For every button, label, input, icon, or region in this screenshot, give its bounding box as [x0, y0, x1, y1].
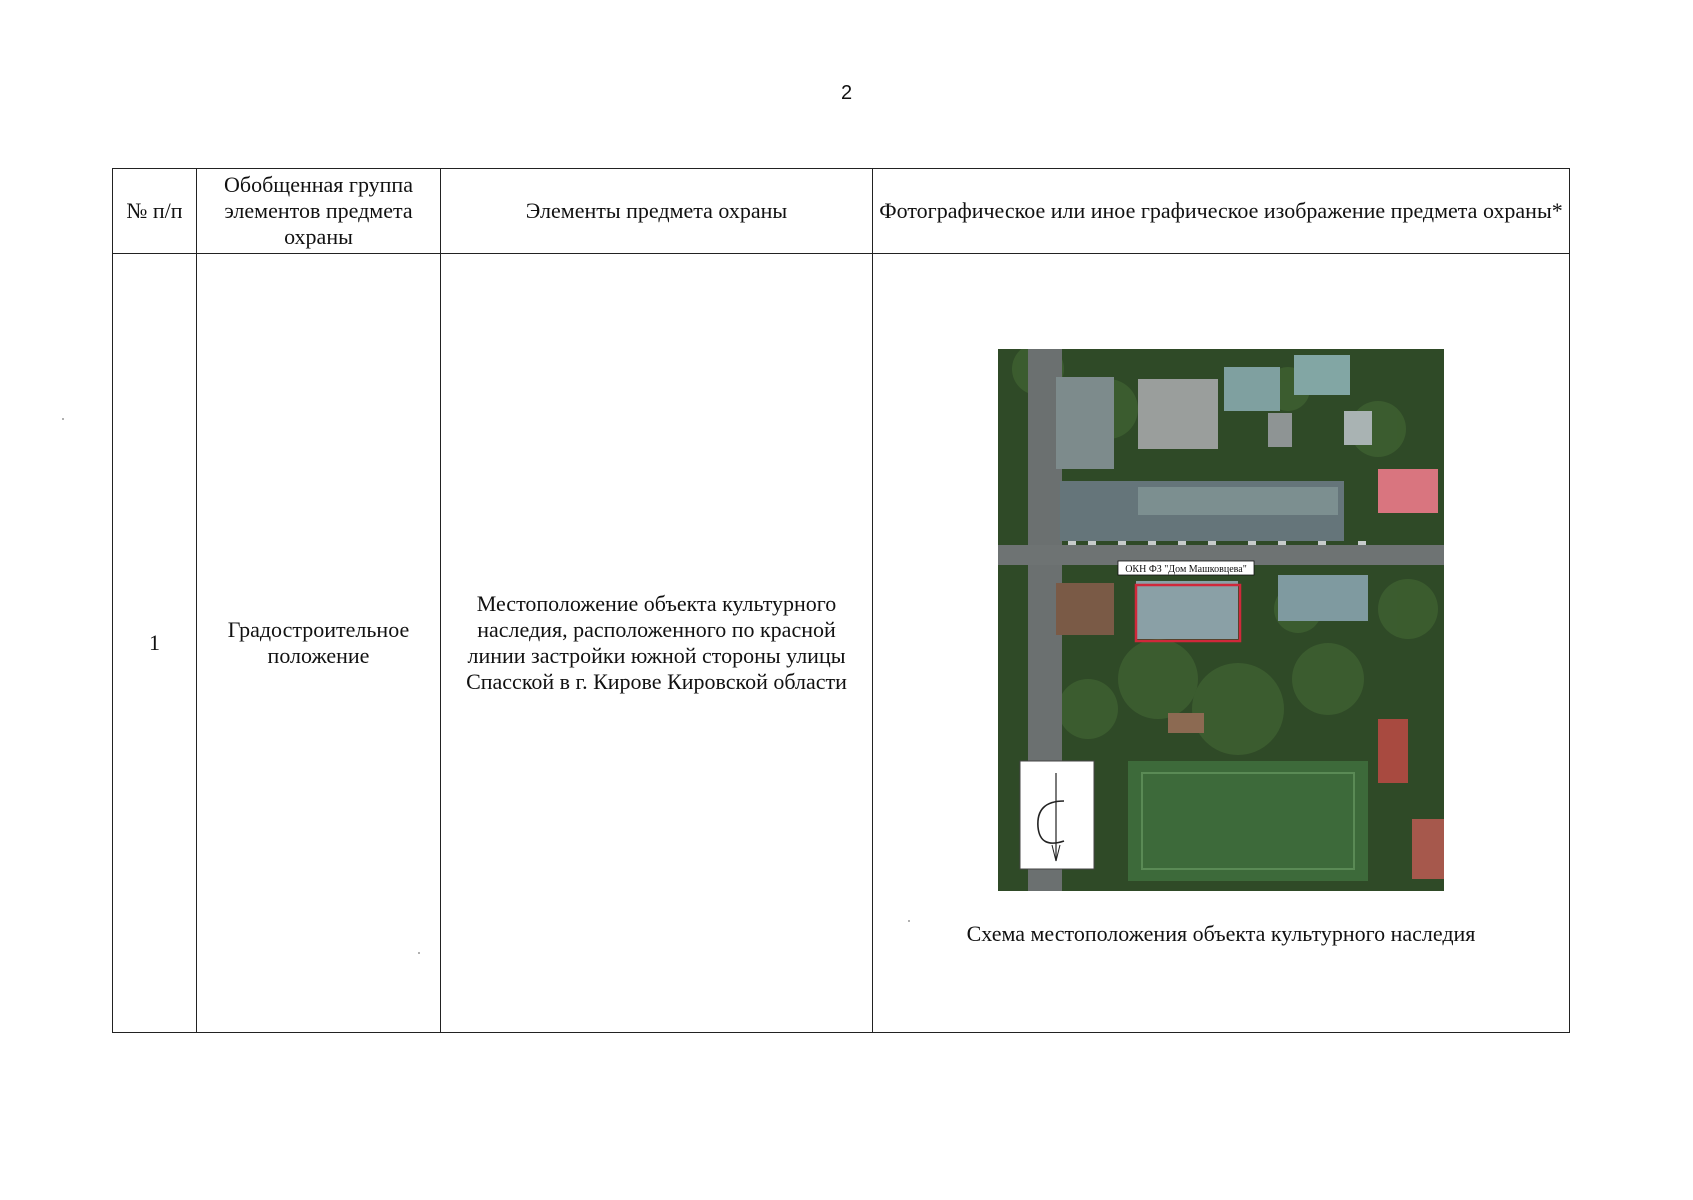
header-elements: Элементы предмета охраны: [441, 169, 873, 254]
header-image: Фотографическое или иное графическое изображение предмета охраны*: [873, 169, 1570, 254]
header-group: Обобщенная группа элементов предмета охраны: [197, 169, 441, 254]
header-num: № п/п: [113, 169, 197, 254]
cell-elements: Местоположение объекта культурного наследия, расположенного по красной линии застройки южной стороны улицы Спасской в г. Кирове Кировской области: [441, 254, 873, 1033]
table-row: [113, 254, 1570, 1033]
map-caption: Схема местоположения объекта культурного наследия: [966, 921, 1476, 946]
cell-group: Градостроительное положение: [197, 254, 441, 1033]
north-arrow-icon: [1020, 761, 1094, 869]
cell-image: [873, 254, 1570, 1033]
protection-subject-table: [112, 168, 1570, 1033]
page-number: 2: [840, 82, 853, 104]
cell-num: 1: [113, 254, 197, 1033]
table-header-row: [113, 169, 1570, 254]
location-map-image: [998, 349, 1444, 891]
scan-artifact: [908, 920, 910, 922]
scan-artifact: [418, 952, 420, 954]
scan-artifact: [62, 418, 64, 420]
map-object-label: ОКН ФЗ "Дом Машковцева": [1125, 564, 1247, 575]
